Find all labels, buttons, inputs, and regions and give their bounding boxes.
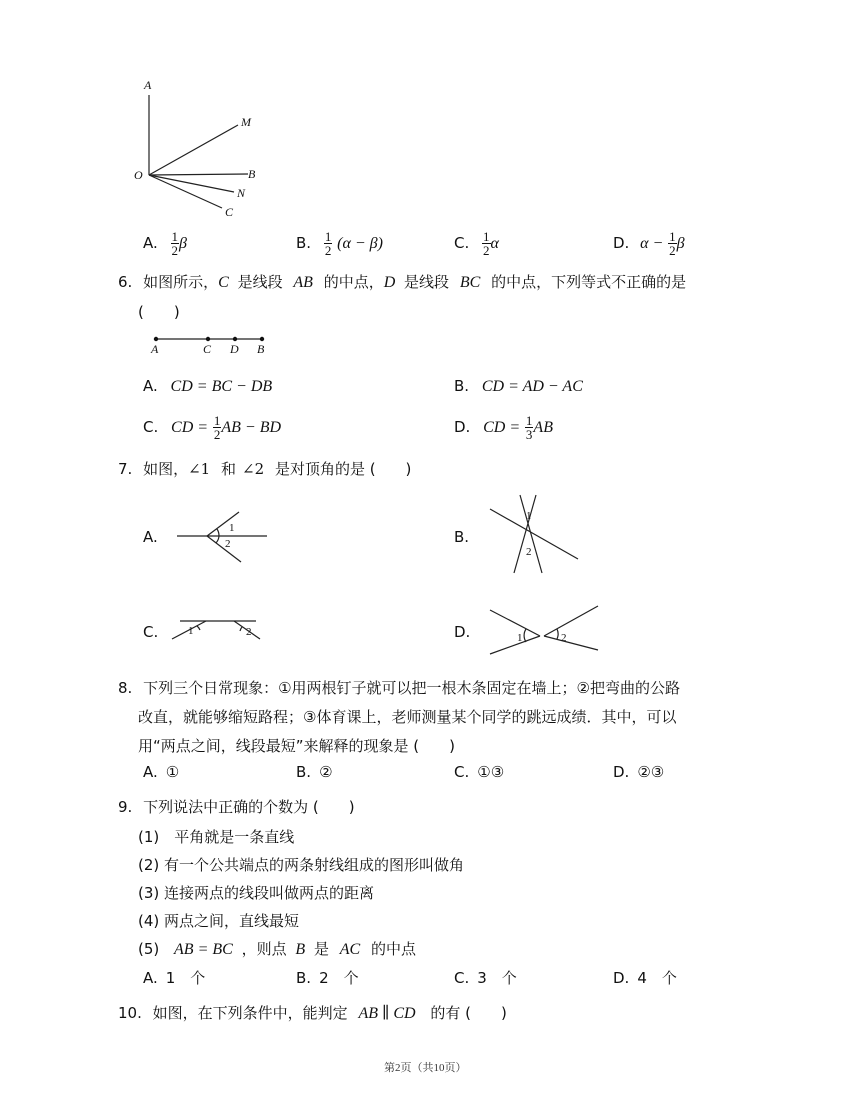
point-a	[154, 337, 158, 341]
q6-paren: ( )	[138, 303, 180, 321]
q6-option-a[interactable]	[143, 377, 272, 396]
ray-on	[149, 175, 234, 192]
q8-option-b[interactable]: B. ②	[296, 763, 333, 781]
svg-text:1: 1	[526, 510, 532, 522]
q8-stem-line-1: 8. 下列三个日常现象：①用两根钉子就可以把一根木条固定在墙上；②把弯曲的公路	[118, 679, 680, 697]
fraction: $\frac{1}{2}$	[213, 413, 221, 442]
question-number: 7.	[118, 460, 133, 478]
svg-text:2: 2	[561, 632, 567, 644]
question-number: 9.	[118, 798, 133, 816]
point-b	[260, 337, 264, 341]
q8-stem-line-3: 用“两点之间，线段最短”来解释的现象是 ( )	[138, 737, 456, 755]
q8-option-c[interactable]: C. ①③	[454, 763, 505, 781]
q6-option-d[interactable]	[454, 414, 553, 441]
q9-item-1: (1) 平角就是一条直线	[138, 828, 295, 846]
label-m: M	[241, 115, 251, 129]
option-key: C.	[454, 234, 470, 252]
ray-ob	[149, 174, 248, 175]
option-key: D.	[613, 234, 630, 252]
option-expr-pre: α −	[640, 235, 664, 252]
option-expr-pre: CD =	[483, 419, 521, 436]
q7-option-a[interactable]: A.	[143, 528, 158, 546]
q9-stem: 9. 下列说法中正确的个数为 ( )	[118, 798, 355, 816]
q10-stem: 10. 如图，在下列条件中，能判定 AB ∥ CD 的有 ( )	[118, 1004, 507, 1022]
q7-figure-d	[488, 604, 603, 656]
q9-option-c[interactable]: C. 3 个	[454, 969, 517, 987]
option-expr-pre: CD =	[171, 419, 209, 436]
option-expr: (α − β)	[337, 235, 383, 252]
label-a: A	[144, 78, 152, 92]
q7-stem: 7. 如图，∠1 和 ∠2 是对顶角的是 ( )	[118, 460, 412, 478]
option-expr: α	[490, 235, 499, 252]
option-expr: β	[676, 235, 685, 252]
svg-text:1: 1	[188, 625, 194, 637]
q7-option-c[interactable]: C.	[143, 623, 159, 641]
svg-text:2: 2	[225, 538, 231, 550]
option-key: A.	[143, 377, 158, 395]
fraction: $\frac{1}{2}$	[171, 229, 179, 258]
point-c	[206, 337, 210, 341]
page-footer: 第2页（共10页）	[384, 1062, 467, 1074]
q5-angle-figure	[130, 75, 270, 225]
label-c: C	[225, 205, 234, 219]
q6-segment-figure	[150, 333, 280, 358]
q9-item-5: (5) AB = BC ，则点 B 是 AC 的中点	[138, 940, 417, 958]
q5-option-a[interactable]	[143, 230, 187, 257]
q7-figure-a	[175, 502, 275, 564]
option-expr: CD = AD − AC	[481, 378, 583, 395]
q7-figure-c	[170, 613, 270, 649]
q6-stem: 6. 如图所示，C 是线段 AB 的中点，D 是线段 BC 的中点，下列等式不正确的是	[118, 273, 687, 291]
ray-om	[149, 125, 238, 175]
option-expr: β	[179, 235, 188, 252]
q5-option-c[interactable]	[454, 230, 499, 257]
svg-text:1: 1	[229, 522, 235, 534]
q9-option-a[interactable]: A. 1 个	[143, 969, 206, 987]
label-d: D	[230, 342, 239, 356]
option-expr: CD = BC − DB	[170, 378, 273, 395]
option-key: C.	[143, 418, 159, 436]
q6-option-b[interactable]	[454, 377, 583, 396]
svg-text:1: 1	[517, 632, 523, 644]
q8-stem-line-2: 改直，就能够缩短路程；③体育课上，老师测量某个同学的跳远成绩．其中，可以	[138, 708, 677, 726]
question-number: 6.	[118, 273, 133, 291]
option-key: D.	[454, 418, 471, 436]
label-o: O	[134, 168, 143, 182]
svg-text:2: 2	[246, 626, 252, 638]
q9-item-2: (2) 有一个公共端点的两条射线组成的图形叫做角	[138, 856, 465, 874]
question-number: 10.	[118, 1004, 142, 1022]
q7-figure-b	[488, 493, 588, 577]
ray-oc	[149, 175, 222, 208]
option-expr: AB − BD	[221, 419, 282, 436]
q5-option-b[interactable]	[296, 230, 383, 257]
q5-option-d[interactable]	[613, 230, 685, 257]
q8-option-d[interactable]: D. ②③	[613, 763, 665, 781]
q9-item-4: (4) 两点之间，直线最短	[138, 912, 300, 930]
label-b: B	[248, 167, 256, 181]
point-d	[233, 337, 237, 341]
fraction: $\frac{1}{2}$	[324, 229, 332, 258]
label-c: C	[203, 342, 212, 356]
fraction: $\frac{1}{2}$	[483, 229, 490, 258]
option-expr: AB	[533, 419, 553, 436]
q9-option-d[interactable]: D. 4 个	[613, 969, 677, 987]
fraction: $\frac{1}{3}$	[525, 413, 533, 442]
q7-option-b[interactable]: B.	[454, 528, 470, 546]
svg-text:2: 2	[526, 546, 532, 558]
label-n: N	[237, 186, 246, 200]
q9-item-3: (3) 连接两点的线段叫做两点的距离	[138, 884, 375, 902]
option-key: B.	[454, 377, 470, 395]
label-a: A	[151, 342, 159, 356]
question-number: 8.	[118, 679, 133, 697]
q8-option-a[interactable]: A. ①	[143, 763, 180, 781]
label-b: B	[257, 342, 265, 356]
q6-option-c[interactable]	[143, 414, 281, 441]
option-key: A.	[143, 234, 158, 252]
q9-option-b[interactable]: B. 2 个	[296, 969, 359, 987]
option-key: B.	[296, 234, 312, 252]
q7-option-d[interactable]: D.	[454, 623, 471, 641]
fraction: $\frac{1}{2}$	[669, 229, 676, 258]
